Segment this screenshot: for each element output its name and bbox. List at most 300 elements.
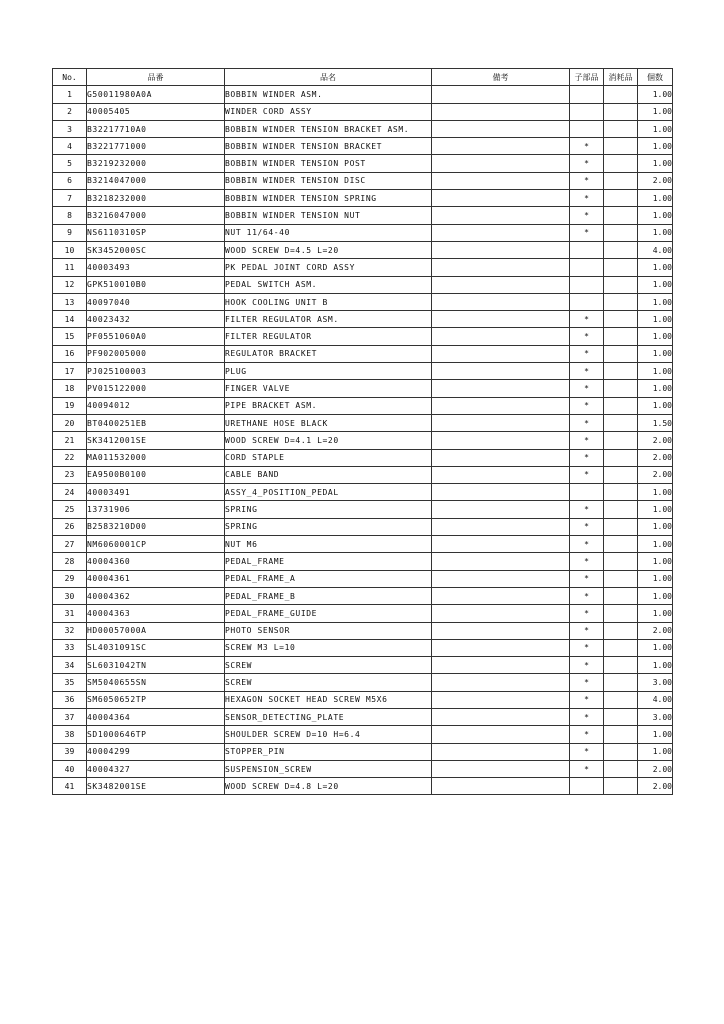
cell-sub-part: * [570, 311, 604, 328]
cell-name: PHOTO SENSOR [225, 622, 432, 639]
cell-qty: 1.00 [638, 484, 673, 501]
cell-consumable [604, 570, 638, 587]
cell-remarks [432, 466, 570, 483]
cell-no: 27 [53, 536, 87, 553]
table-row [53, 276, 673, 293]
header-remarks: 備考 [432, 69, 570, 86]
cell-part-no: NS6110310SP [87, 224, 225, 241]
cell-part-no: 40004299 [87, 743, 225, 760]
header-part-no: 品番 [87, 69, 225, 86]
cell-name: SPRING [225, 518, 432, 535]
cell-consumable [604, 190, 638, 207]
cell-no: 36 [53, 691, 87, 708]
cell-qty: 1.00 [638, 345, 673, 362]
cell-name: WOOD SCREW D=4.1 L=20 [225, 432, 432, 449]
cell-part-no: SL6031042TN [87, 657, 225, 674]
cell-consumable [604, 778, 638, 795]
table-row [53, 103, 673, 120]
cell-no: 29 [53, 570, 87, 587]
table-row [53, 311, 673, 328]
table-row [53, 570, 673, 587]
cell-qty: 1.00 [638, 397, 673, 414]
cell-sub-part [570, 259, 604, 276]
cell-sub-part: * [570, 501, 604, 518]
cell-sub-part: * [570, 726, 604, 743]
cell-part-no: 40003493 [87, 259, 225, 276]
cell-sub-part: * [570, 518, 604, 535]
cell-sub-part [570, 484, 604, 501]
table-row [53, 414, 673, 431]
cell-part-no: PF902005000 [87, 345, 225, 362]
cell-consumable [604, 345, 638, 362]
cell-part-no: G50011980A0A [87, 86, 225, 103]
cell-consumable [604, 432, 638, 449]
cell-qty: 1.00 [638, 311, 673, 328]
table-row [53, 155, 673, 172]
cell-consumable [604, 674, 638, 691]
cell-sub-part: * [570, 172, 604, 189]
table-row [53, 207, 673, 224]
cell-part-no: PV015122000 [87, 380, 225, 397]
cell-no: 41 [53, 778, 87, 795]
cell-remarks [432, 760, 570, 777]
cell-qty: 1.00 [638, 726, 673, 743]
cell-part-no: NM6060001CP [87, 536, 225, 553]
cell-no: 37 [53, 708, 87, 725]
cell-remarks [432, 622, 570, 639]
cell-no: 30 [53, 587, 87, 604]
cell-name: PEDAL SWITCH ASM. [225, 276, 432, 293]
cell-consumable [604, 605, 638, 622]
cell-remarks [432, 778, 570, 795]
cell-part-no: PF0551060A0 [87, 328, 225, 345]
cell-qty: 1.00 [638, 86, 673, 103]
cell-name: CABLE BAND [225, 466, 432, 483]
cell-sub-part: * [570, 708, 604, 725]
table-row [53, 778, 673, 795]
cell-name: PEDAL_FRAME_GUIDE [225, 605, 432, 622]
cell-consumable [604, 293, 638, 310]
cell-qty: 1.00 [638, 190, 673, 207]
cell-consumable [604, 311, 638, 328]
cell-no: 14 [53, 311, 87, 328]
cell-qty: 2.00 [638, 622, 673, 639]
table-row [53, 293, 673, 310]
table-row [53, 536, 673, 553]
cell-no: 38 [53, 726, 87, 743]
cell-qty: 1.00 [638, 501, 673, 518]
cell-qty: 1.00 [638, 120, 673, 137]
cell-sub-part: * [570, 587, 604, 604]
cell-name: URETHANE HOSE BLACK [225, 414, 432, 431]
cell-no: 6 [53, 172, 87, 189]
cell-sub-part: * [570, 449, 604, 466]
cell-no: 35 [53, 674, 87, 691]
cell-remarks [432, 155, 570, 172]
cell-no: 17 [53, 363, 87, 380]
cell-sub-part: * [570, 466, 604, 483]
cell-remarks [432, 414, 570, 431]
cell-no: 26 [53, 518, 87, 535]
cell-part-no: 40004360 [87, 553, 225, 570]
cell-no: 1 [53, 86, 87, 103]
cell-remarks [432, 207, 570, 224]
cell-qty: 1.00 [638, 518, 673, 535]
cell-consumable [604, 363, 638, 380]
cell-remarks [432, 172, 570, 189]
table-row [53, 726, 673, 743]
table-row [53, 380, 673, 397]
table-row [53, 484, 673, 501]
cell-part-no: GPK510010B0 [87, 276, 225, 293]
cell-qty: 1.00 [638, 224, 673, 241]
table-row [53, 190, 673, 207]
cell-name: BOBBIN WINDER TENSION BRACKET [225, 138, 432, 155]
cell-no: 9 [53, 224, 87, 241]
cell-remarks [432, 120, 570, 137]
cell-name: BOBBIN WINDER TENSION POST [225, 155, 432, 172]
cell-part-no: B32217710A0 [87, 120, 225, 137]
cell-name: HOOK COOLING UNIT B [225, 293, 432, 310]
cell-qty: 2.00 [638, 172, 673, 189]
cell-no: 31 [53, 605, 87, 622]
cell-remarks [432, 605, 570, 622]
table-row [53, 657, 673, 674]
cell-part-no: 40004362 [87, 587, 225, 604]
cell-consumable [604, 587, 638, 604]
cell-sub-part: * [570, 190, 604, 207]
cell-no: 40 [53, 760, 87, 777]
cell-part-no: PJ025100003 [87, 363, 225, 380]
cell-part-no: 40003491 [87, 484, 225, 501]
table-row [53, 639, 673, 656]
cell-sub-part: * [570, 155, 604, 172]
table-row [53, 120, 673, 137]
table-row [53, 691, 673, 708]
cell-no: 39 [53, 743, 87, 760]
cell-remarks [432, 484, 570, 501]
cell-remarks [432, 587, 570, 604]
table-row [53, 397, 673, 414]
cell-part-no: B3216047000 [87, 207, 225, 224]
cell-part-no: EA9500B0100 [87, 466, 225, 483]
cell-part-no: 40023432 [87, 311, 225, 328]
cell-name: SCREW [225, 657, 432, 674]
cell-no: 33 [53, 639, 87, 656]
cell-consumable [604, 501, 638, 518]
cell-sub-part [570, 293, 604, 310]
table-row [53, 224, 673, 241]
cell-qty: 2.00 [638, 760, 673, 777]
cell-remarks [432, 328, 570, 345]
cell-qty: 3.00 [638, 674, 673, 691]
cell-sub-part: * [570, 414, 604, 431]
cell-consumable [604, 622, 638, 639]
table-row [53, 605, 673, 622]
table-row [53, 674, 673, 691]
cell-no: 5 [53, 155, 87, 172]
cell-consumable [604, 726, 638, 743]
cell-part-no: SM5040655SN [87, 674, 225, 691]
cell-qty: 1.00 [638, 639, 673, 656]
table-row [53, 432, 673, 449]
cell-consumable [604, 691, 638, 708]
table-row [53, 622, 673, 639]
cell-part-no: B3218232000 [87, 190, 225, 207]
cell-remarks [432, 536, 570, 553]
cell-no: 19 [53, 397, 87, 414]
table-row [53, 743, 673, 760]
cell-no: 7 [53, 190, 87, 207]
cell-name: BOBBIN WINDER ASM. [225, 86, 432, 103]
cell-remarks [432, 103, 570, 120]
cell-consumable [604, 138, 638, 155]
cell-part-no: SD1000646TP [87, 726, 225, 743]
cell-name: SCREW [225, 674, 432, 691]
cell-remarks [432, 380, 570, 397]
cell-remarks [432, 345, 570, 362]
cell-part-no: B3219232000 [87, 155, 225, 172]
cell-sub-part: * [570, 432, 604, 449]
cell-no: 22 [53, 449, 87, 466]
cell-consumable [604, 760, 638, 777]
cell-consumable [604, 657, 638, 674]
cell-qty: 1.00 [638, 293, 673, 310]
cell-remarks [432, 553, 570, 570]
cell-qty: 1.00 [638, 276, 673, 293]
cell-name: STOPPER_PIN [225, 743, 432, 760]
cell-name: ASSY_4_POSITION_PEDAL [225, 484, 432, 501]
cell-part-no: B3214047000 [87, 172, 225, 189]
cell-part-no: 40004361 [87, 570, 225, 587]
cell-remarks [432, 138, 570, 155]
cell-qty: 1.00 [638, 259, 673, 276]
cell-remarks [432, 311, 570, 328]
cell-part-no: B3221771000 [87, 138, 225, 155]
cell-qty: 1.00 [638, 570, 673, 587]
cell-consumable [604, 466, 638, 483]
cell-name: PEDAL_FRAME_B [225, 587, 432, 604]
cell-remarks [432, 657, 570, 674]
cell-consumable [604, 328, 638, 345]
table-row [53, 708, 673, 725]
cell-name: PLUG [225, 363, 432, 380]
cell-remarks [432, 86, 570, 103]
cell-no: 32 [53, 622, 87, 639]
table-row [53, 328, 673, 345]
cell-name: SHOULDER SCREW D=10 H=6.4 [225, 726, 432, 743]
cell-qty: 1.00 [638, 605, 673, 622]
cell-name: PEDAL_FRAME_A [225, 570, 432, 587]
cell-remarks [432, 363, 570, 380]
cell-part-no: 40004327 [87, 760, 225, 777]
cell-part-no: BT0400251EB [87, 414, 225, 431]
cell-qty: 1.00 [638, 587, 673, 604]
cell-sub-part [570, 120, 604, 137]
cell-consumable [604, 484, 638, 501]
cell-name: SCREW M3 L=10 [225, 639, 432, 656]
cell-part-no: 40005405 [87, 103, 225, 120]
cell-name: PEDAL_FRAME [225, 553, 432, 570]
cell-sub-part: * [570, 536, 604, 553]
cell-part-no: SK3452000SC [87, 241, 225, 258]
cell-remarks [432, 224, 570, 241]
cell-consumable [604, 397, 638, 414]
header-qty: 個数 [638, 69, 673, 86]
cell-no: 21 [53, 432, 87, 449]
table-row [53, 501, 673, 518]
cell-no: 18 [53, 380, 87, 397]
cell-remarks [432, 190, 570, 207]
cell-name: WINDER CORD ASSY [225, 103, 432, 120]
cell-no: 12 [53, 276, 87, 293]
cell-sub-part: * [570, 743, 604, 760]
cell-name: NUT M6 [225, 536, 432, 553]
cell-qty: 1.00 [638, 743, 673, 760]
cell-remarks [432, 397, 570, 414]
table-header-row [53, 69, 673, 86]
cell-no: 15 [53, 328, 87, 345]
cell-sub-part: * [570, 363, 604, 380]
cell-no: 8 [53, 207, 87, 224]
cell-remarks [432, 518, 570, 535]
cell-consumable [604, 743, 638, 760]
cell-name: NUT 11/64-40 [225, 224, 432, 241]
cell-no: 25 [53, 501, 87, 518]
header-consumable: 消耗品 [604, 69, 638, 86]
cell-name: SPRING [225, 501, 432, 518]
cell-qty: 1.50 [638, 414, 673, 431]
cell-remarks [432, 432, 570, 449]
cell-consumable [604, 518, 638, 535]
cell-consumable [604, 103, 638, 120]
cell-qty: 4.00 [638, 241, 673, 258]
cell-no: 11 [53, 259, 87, 276]
cell-qty: 1.00 [638, 103, 673, 120]
cell-qty: 1.00 [638, 363, 673, 380]
cell-sub-part: * [570, 328, 604, 345]
cell-name: HEXAGON SOCKET HEAD SCREW M5X6 [225, 691, 432, 708]
cell-consumable [604, 708, 638, 725]
cell-name: SENSOR_DETECTING_PLATE [225, 708, 432, 725]
cell-sub-part: * [570, 760, 604, 777]
cell-remarks [432, 726, 570, 743]
cell-no: 10 [53, 241, 87, 258]
cell-consumable [604, 276, 638, 293]
cell-remarks [432, 449, 570, 466]
cell-sub-part: * [570, 138, 604, 155]
cell-qty: 1.00 [638, 657, 673, 674]
cell-part-no: 40097040 [87, 293, 225, 310]
cell-sub-part: * [570, 622, 604, 639]
cell-sub-part: * [570, 345, 604, 362]
cell-remarks [432, 708, 570, 725]
cell-part-no: 40004364 [87, 708, 225, 725]
cell-consumable [604, 155, 638, 172]
cell-name: WOOD SCREW D=4.5 L=20 [225, 241, 432, 258]
cell-consumable [604, 120, 638, 137]
cell-sub-part: * [570, 224, 604, 241]
cell-no: 13 [53, 293, 87, 310]
cell-consumable [604, 449, 638, 466]
cell-no: 20 [53, 414, 87, 431]
cell-consumable [604, 259, 638, 276]
cell-qty: 1.00 [638, 380, 673, 397]
cell-sub-part [570, 86, 604, 103]
cell-name: FILTER REGULATOR [225, 328, 432, 345]
cell-consumable [604, 241, 638, 258]
table-row [53, 449, 673, 466]
cell-sub-part [570, 778, 604, 795]
cell-sub-part: * [570, 207, 604, 224]
cell-name: WOOD SCREW D=4.8 L=20 [225, 778, 432, 795]
cell-name: PIPE BRACKET ASM. [225, 397, 432, 414]
cell-name: BOBBIN WINDER TENSION SPRING [225, 190, 432, 207]
cell-consumable [604, 553, 638, 570]
cell-sub-part: * [570, 657, 604, 674]
cell-remarks [432, 501, 570, 518]
cell-consumable [604, 536, 638, 553]
cell-name: BOBBIN WINDER TENSION NUT [225, 207, 432, 224]
cell-sub-part: * [570, 639, 604, 656]
cell-sub-part: * [570, 570, 604, 587]
cell-qty: 1.00 [638, 138, 673, 155]
cell-remarks [432, 674, 570, 691]
cell-no: 2 [53, 103, 87, 120]
cell-sub-part: * [570, 605, 604, 622]
cell-qty: 3.00 [638, 708, 673, 725]
cell-remarks [432, 691, 570, 708]
cell-part-no: SL4031091SC [87, 639, 225, 656]
cell-qty: 4.00 [638, 691, 673, 708]
cell-consumable [604, 380, 638, 397]
table-row [53, 363, 673, 380]
cell-qty: 2.00 [638, 778, 673, 795]
header-no: No. [53, 69, 87, 86]
cell-name: FILTER REGULATOR ASM. [225, 311, 432, 328]
cell-consumable [604, 414, 638, 431]
cell-remarks [432, 293, 570, 310]
cell-name: SUSPENSION_SCREW [225, 760, 432, 777]
cell-remarks [432, 259, 570, 276]
cell-no: 4 [53, 138, 87, 155]
table-row [53, 172, 673, 189]
cell-part-no: SK3482001SE [87, 778, 225, 795]
cell-name: FINGER VALVE [225, 380, 432, 397]
cell-remarks [432, 639, 570, 656]
cell-qty: 2.00 [638, 432, 673, 449]
cell-part-no: 40094012 [87, 397, 225, 414]
cell-no: 3 [53, 120, 87, 137]
cell-sub-part: * [570, 553, 604, 570]
cell-consumable [604, 639, 638, 656]
cell-part-no: SM6050652TP [87, 691, 225, 708]
table-row [53, 553, 673, 570]
cell-no: 16 [53, 345, 87, 362]
cell-no: 24 [53, 484, 87, 501]
cell-remarks [432, 743, 570, 760]
cell-part-no: 13731906 [87, 501, 225, 518]
cell-no: 28 [53, 553, 87, 570]
cell-remarks [432, 276, 570, 293]
cell-qty: 1.00 [638, 207, 673, 224]
cell-consumable [604, 86, 638, 103]
cell-sub-part [570, 241, 604, 258]
cell-consumable [604, 207, 638, 224]
cell-sub-part: * [570, 691, 604, 708]
parts-list-table [52, 68, 673, 795]
cell-sub-part: * [570, 674, 604, 691]
